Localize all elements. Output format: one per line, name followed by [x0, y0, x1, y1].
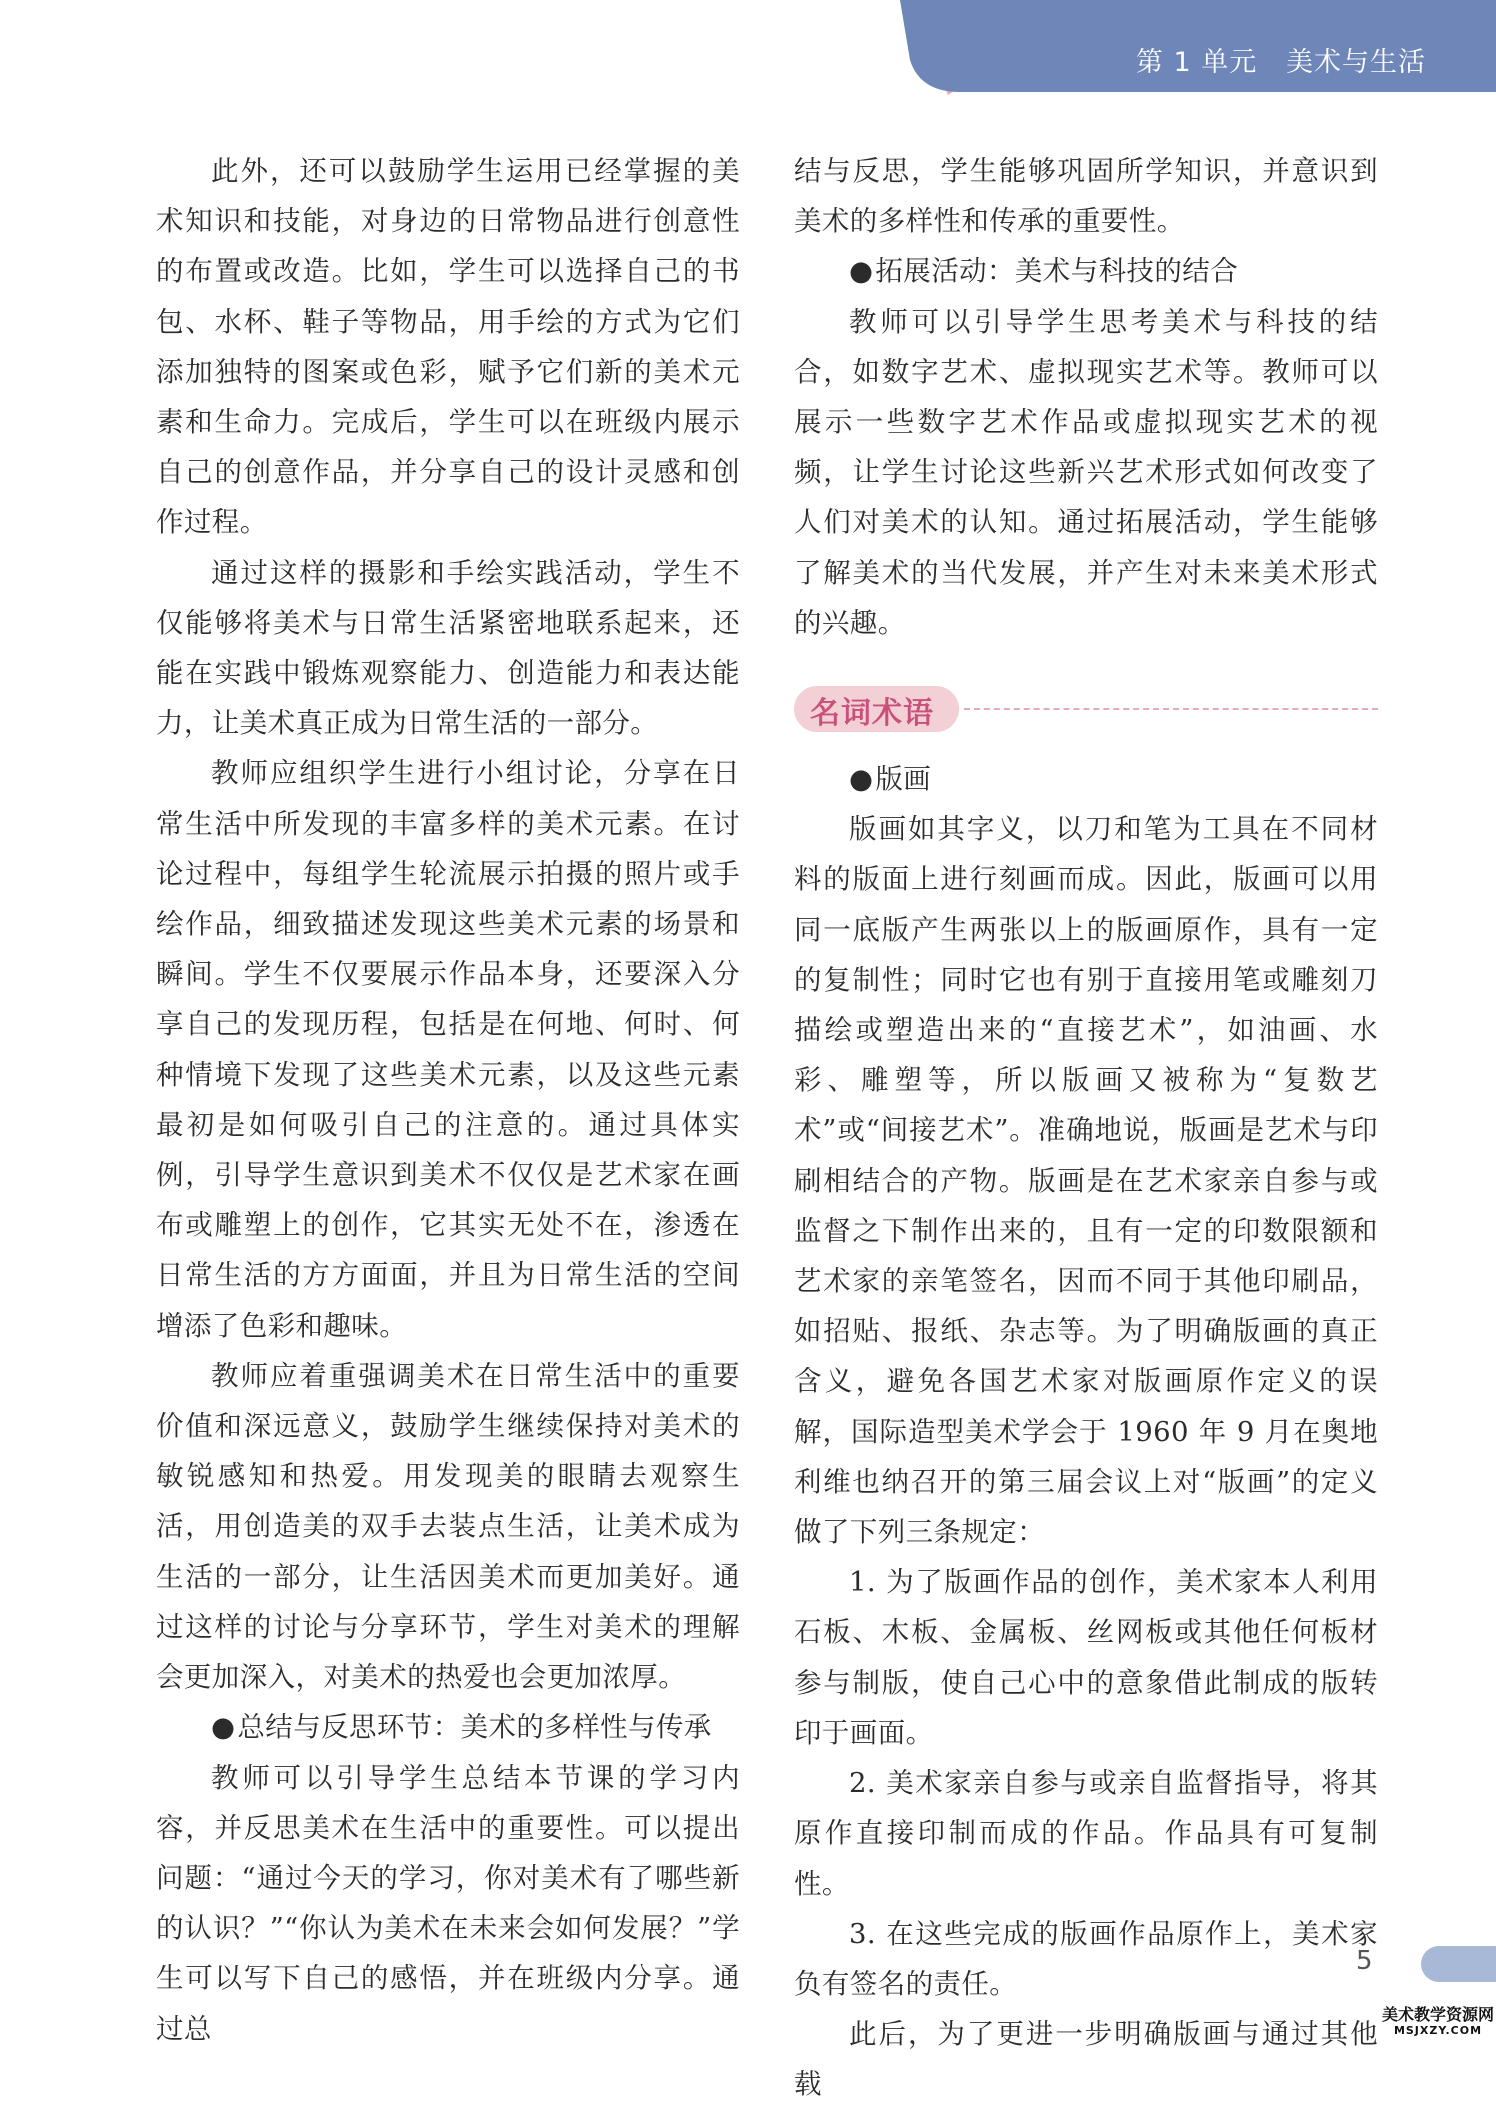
unit-title: 第 1 单元 美术与生活: [1135, 47, 1426, 78]
paragraph: 此后，为了更进一步明确版画与通过其他载: [794, 2018, 1378, 2101]
bullet-icon: ●: [211, 1711, 236, 1744]
bullet-icon: ●: [849, 255, 874, 288]
paragraph: 版画如其字义，以刀和笔为工具在不同材料的版面上进行刻画而成。因此，版画可以用同一底版产生两张以上的版画原作，具有一定的复制性；同时它也有别于直接用笔或雕刻刀描绘或塑造出来的“直接艺术”，如油画、水彩、雕塑等，所以版画又被称为“复数艺术”或“间接艺术”。准确地说，版画是艺术与印刷相结合的产物。版画是在艺术家亲自参与或监督之下制作出来的，且有一定的印数限额和艺术家的亲笔签名，因而不同于其他印刷品，如招贴、报纸、杂志等。为了明确版画的真正含义，避免各国艺术家对版画原作定义的误解，国际造型美术学会于 1960 年 9 月在奥地利维也纳召开的第三届会议上对“版画”的定义做了下列三条规定：: [794, 813, 1378, 1549]
term-section-header: [794, 686, 1378, 742]
section-heading-text: 总结与反思环节：美术的多样性与传承: [237, 1711, 712, 1744]
footer-tab: [1421, 1946, 1496, 1982]
term-heading-text: 版画: [875, 763, 932, 796]
watermark: [1380, 2005, 1496, 2038]
paragraph: 教师应着重强调美术在日常生活中的重要价值和深远意义，鼓励学生继续保持对美术的敏锐感知和热爱。用发现美的眼睛去观察生活，用创造美的双手去装点生活，让美术成为生活的一部分，让生活因美术而更加美好。通过这样的讨论与分享环节，学生对美术的理解会更加深入，对美术的热爱也会更加浓厚。: [156, 1359, 740, 1694]
bullet-icon: ●: [849, 763, 874, 796]
term-label: 名词术语: [810, 696, 934, 732]
right-column: [794, 146, 1378, 2110]
dashed-divider: [964, 708, 1378, 710]
paragraph: 教师可以引导学生总结本节课的学习内容，并反思美术在生活中的重要性。可以提出问题：“通过今天的学习，你对美术有了哪些新的认识？”“你认为美术在未来会如何发展？”学生可以写下自己的感悟，并在班级内分享。通过总: [156, 1761, 740, 2045]
paragraph: 通过这样的摄影和手绘实践活动，学生不仅能够将美术与日常生活紧密地联系起来，还能在实践中锻炼观察能力、创造能力和表达能力，让美术真正成为日常生活的一部分。: [156, 556, 740, 740]
paragraph: 教师可以引导学生思考美术与科技的结合，如数字艺术、虚拟现实艺术等。教师可以展示一些数字艺术作品或虚拟现实艺术的视频，让学生讨论这些新兴艺术形式如何改变了人们对美术的认知。通过拓展活动，学生能够了解美术的当代发展，并产生对未来美术形式的兴趣。: [794, 305, 1378, 639]
extension-heading-text: 拓展活动：美术与科技的结合: [875, 255, 1239, 288]
paragraph: 此外，还可以鼓励学生运用已经掌握的美术知识和技能，对身边的日常物品进行创意性的布置或改造。比如，学生可以选择自己的书包、水杯、鞋子等物品，用手绘的方式为它们添加独特的图案或色彩，赋予它们新的美术元素和生命力。完成后，学生可以在班级内展示自己的创意作品，并分享自己的设计灵感和创作过程。: [156, 155, 740, 539]
rule-item: 3. 在这些完成的版画作品原作上，美术家负有签名的责任。: [794, 1917, 1378, 2000]
watermark-url: MSJXZY.COM: [1393, 2024, 1483, 2037]
paragraph-continued: 结与反思，学生能够巩固所学知识，并意识到美术的多样性和传承的重要性。: [794, 155, 1378, 238]
watermark-title: 美术教学资源网: [1381, 2005, 1494, 2024]
left-column: [156, 146, 740, 2054]
section-heading: [156, 1702, 740, 1752]
extension-heading: [794, 246, 1378, 296]
term-heading: [794, 754, 1378, 804]
paragraph: 教师应组织学生进行小组讨论，分享在日常生活中所发现的丰富多样的美术元素。在讨论过程中，每组学生轮流展示拍摄的照片或手绘作品，细致描述发现这些美术元素的场景和瞬间。学生不仅要展示作品本身，还要深入分享自己的发现历程，包括是在何地、何时、何种情境下发现了这些美术元素，以及这些元素最初是如何吸引自己的注意的。通过具体实例，引导学生意识到美术不仅仅是艺术家在画布或雕塑上的创作，它其实无处不在，渗透在日常生活的方方面面，并且为日常生活的空间增添了色彩和趣味。: [156, 757, 740, 1342]
rule-item: 1. 为了版画作品的创作，美术家本人利用石板、木板、金属板、丝网板或其他任何板材参与制版，使自己心中的意象借此制成的版转印于画面。: [794, 1566, 1378, 1749]
page-number: 5: [1356, 1946, 1373, 1976]
rule-item: 2. 美术家亲自参与或亲自监督指导，将其原作直接印制而成的作品。作品具有可复制性。: [794, 1767, 1378, 1900]
